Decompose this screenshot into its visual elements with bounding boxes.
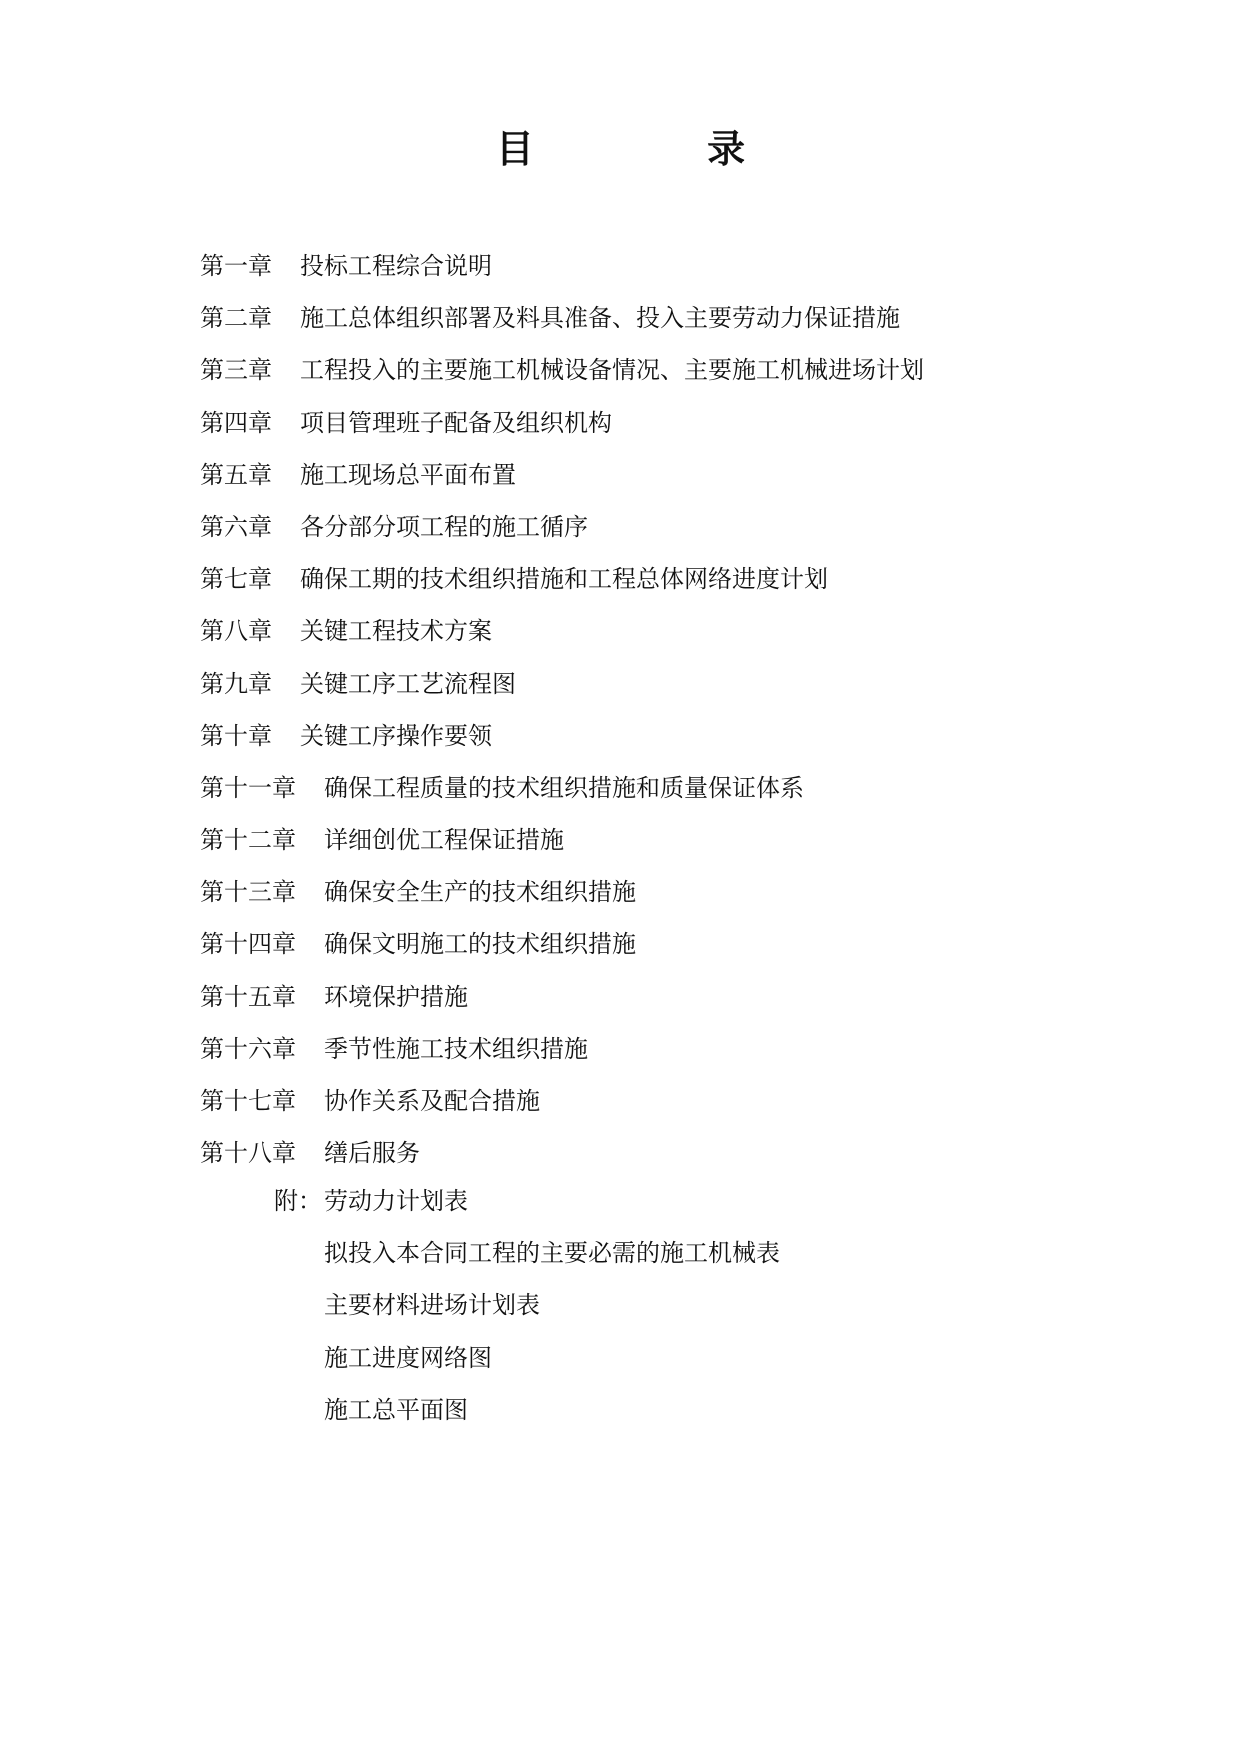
appendix-item-title: 施工进度网络图 xyxy=(324,1343,492,1372)
appendix-list xyxy=(274,1185,1074,1446)
chapter-title: 确保工程质量的技术组织措施和质量保证体系 xyxy=(324,773,804,802)
toc-item[interactable] xyxy=(200,928,1100,980)
appendix-item-title: 劳动力计划表 xyxy=(324,1187,468,1215)
appendix-item-title: 拟投入本合同工程的主要必需的施工机械表 xyxy=(324,1239,780,1268)
toc-item[interactable] xyxy=(200,824,1100,876)
toc-item[interactable] xyxy=(200,1137,1100,1189)
chapter-title: 详细创优工程保证措施 xyxy=(324,826,564,855)
chapter-title: 各分部分项工程的施工循序 xyxy=(300,512,588,541)
appendix-item[interactable] xyxy=(274,1185,1074,1237)
toc-item[interactable] xyxy=(200,981,1100,1033)
chapter-number: 第四章 xyxy=(200,408,272,437)
chapter-number: 第九章 xyxy=(200,669,272,698)
chapter-title: 关键工程技术方案 xyxy=(300,617,492,646)
chapter-title: 确保安全生产的技术组织措施 xyxy=(324,878,636,907)
chapter-title: 确保文明施工的技术组织措施 xyxy=(324,930,636,959)
chapter-number: 第十一章 xyxy=(200,773,296,802)
chapter-number: 第十八章 xyxy=(200,1139,296,1168)
appendix-item[interactable] xyxy=(274,1237,1074,1289)
chapter-title: 施工总体组织部署及料具准备、投入主要劳动力保证措施 xyxy=(300,304,900,333)
chapter-number: 第十七章 xyxy=(200,1087,296,1115)
chapter-number: 第十章 xyxy=(200,721,272,750)
toc-item[interactable] xyxy=(200,407,1100,459)
toc-item[interactable] xyxy=(200,1085,1100,1137)
chapter-number: 第三章 xyxy=(200,356,272,385)
toc-item[interactable] xyxy=(200,563,1100,615)
toc-item[interactable] xyxy=(200,876,1100,928)
appendix-item[interactable] xyxy=(274,1289,1074,1341)
chapter-number: 第二章 xyxy=(200,304,272,333)
toc-item[interactable] xyxy=(200,772,1100,824)
chapter-number: 第七章 xyxy=(200,565,272,594)
chapter-title: 环境保护措施 xyxy=(324,982,468,1011)
chapter-number: 第十三章 xyxy=(200,878,296,907)
chapter-number: 第十四章 xyxy=(200,930,296,959)
chapter-number: 第十五章 xyxy=(200,982,296,1011)
chapter-title: 项目管理班子配备及组织机构 xyxy=(300,408,612,437)
toc-item[interactable] xyxy=(200,250,1100,302)
chapter-title: 协作关系及配合措施 xyxy=(324,1087,540,1115)
toc-item[interactable] xyxy=(200,668,1100,720)
chapter-number: 第十六章 xyxy=(200,1034,296,1063)
chapter-title: 季节性施工技术组织措施 xyxy=(324,1034,588,1063)
toc-item[interactable] xyxy=(200,615,1100,667)
chapter-number: 第五章 xyxy=(200,460,272,489)
chapter-number: 第一章 xyxy=(200,252,272,280)
appendix-item-title: 施工总平面图 xyxy=(324,1395,468,1424)
toc-item[interactable] xyxy=(200,354,1100,406)
chapter-title: 关键工序工艺流程图 xyxy=(300,669,516,698)
appendix-item[interactable] xyxy=(274,1394,1074,1446)
chapter-title: 确保工期的技术组织措施和工程总体网络进度计划 xyxy=(300,565,828,594)
page-title: 目 录 xyxy=(495,126,826,171)
toc-item[interactable] xyxy=(200,459,1100,511)
chapter-title: 关键工序操作要领 xyxy=(300,721,492,750)
appendix-item-title: 主要材料进场计划表 xyxy=(324,1291,540,1320)
appendix-label: 附： xyxy=(274,1187,322,1215)
chapter-title: 工程投入的主要施工机械设备情况、主要施工机械进场计划 xyxy=(300,356,924,385)
chapter-number: 第十二章 xyxy=(200,826,296,855)
toc-item[interactable] xyxy=(200,302,1100,354)
chapter-title: 缮后服务 xyxy=(324,1139,420,1168)
chapter-number: 第八章 xyxy=(200,617,272,646)
toc-item[interactable] xyxy=(200,511,1100,563)
table-of-contents xyxy=(200,250,1100,1189)
appendix-item[interactable] xyxy=(274,1342,1074,1394)
toc-item[interactable] xyxy=(200,1033,1100,1085)
toc-item[interactable] xyxy=(200,720,1100,772)
chapter-title: 施工现场总平面布置 xyxy=(300,460,516,489)
chapter-title: 投标工程综合说明 xyxy=(300,252,492,280)
chapter-number: 第六章 xyxy=(200,512,272,541)
